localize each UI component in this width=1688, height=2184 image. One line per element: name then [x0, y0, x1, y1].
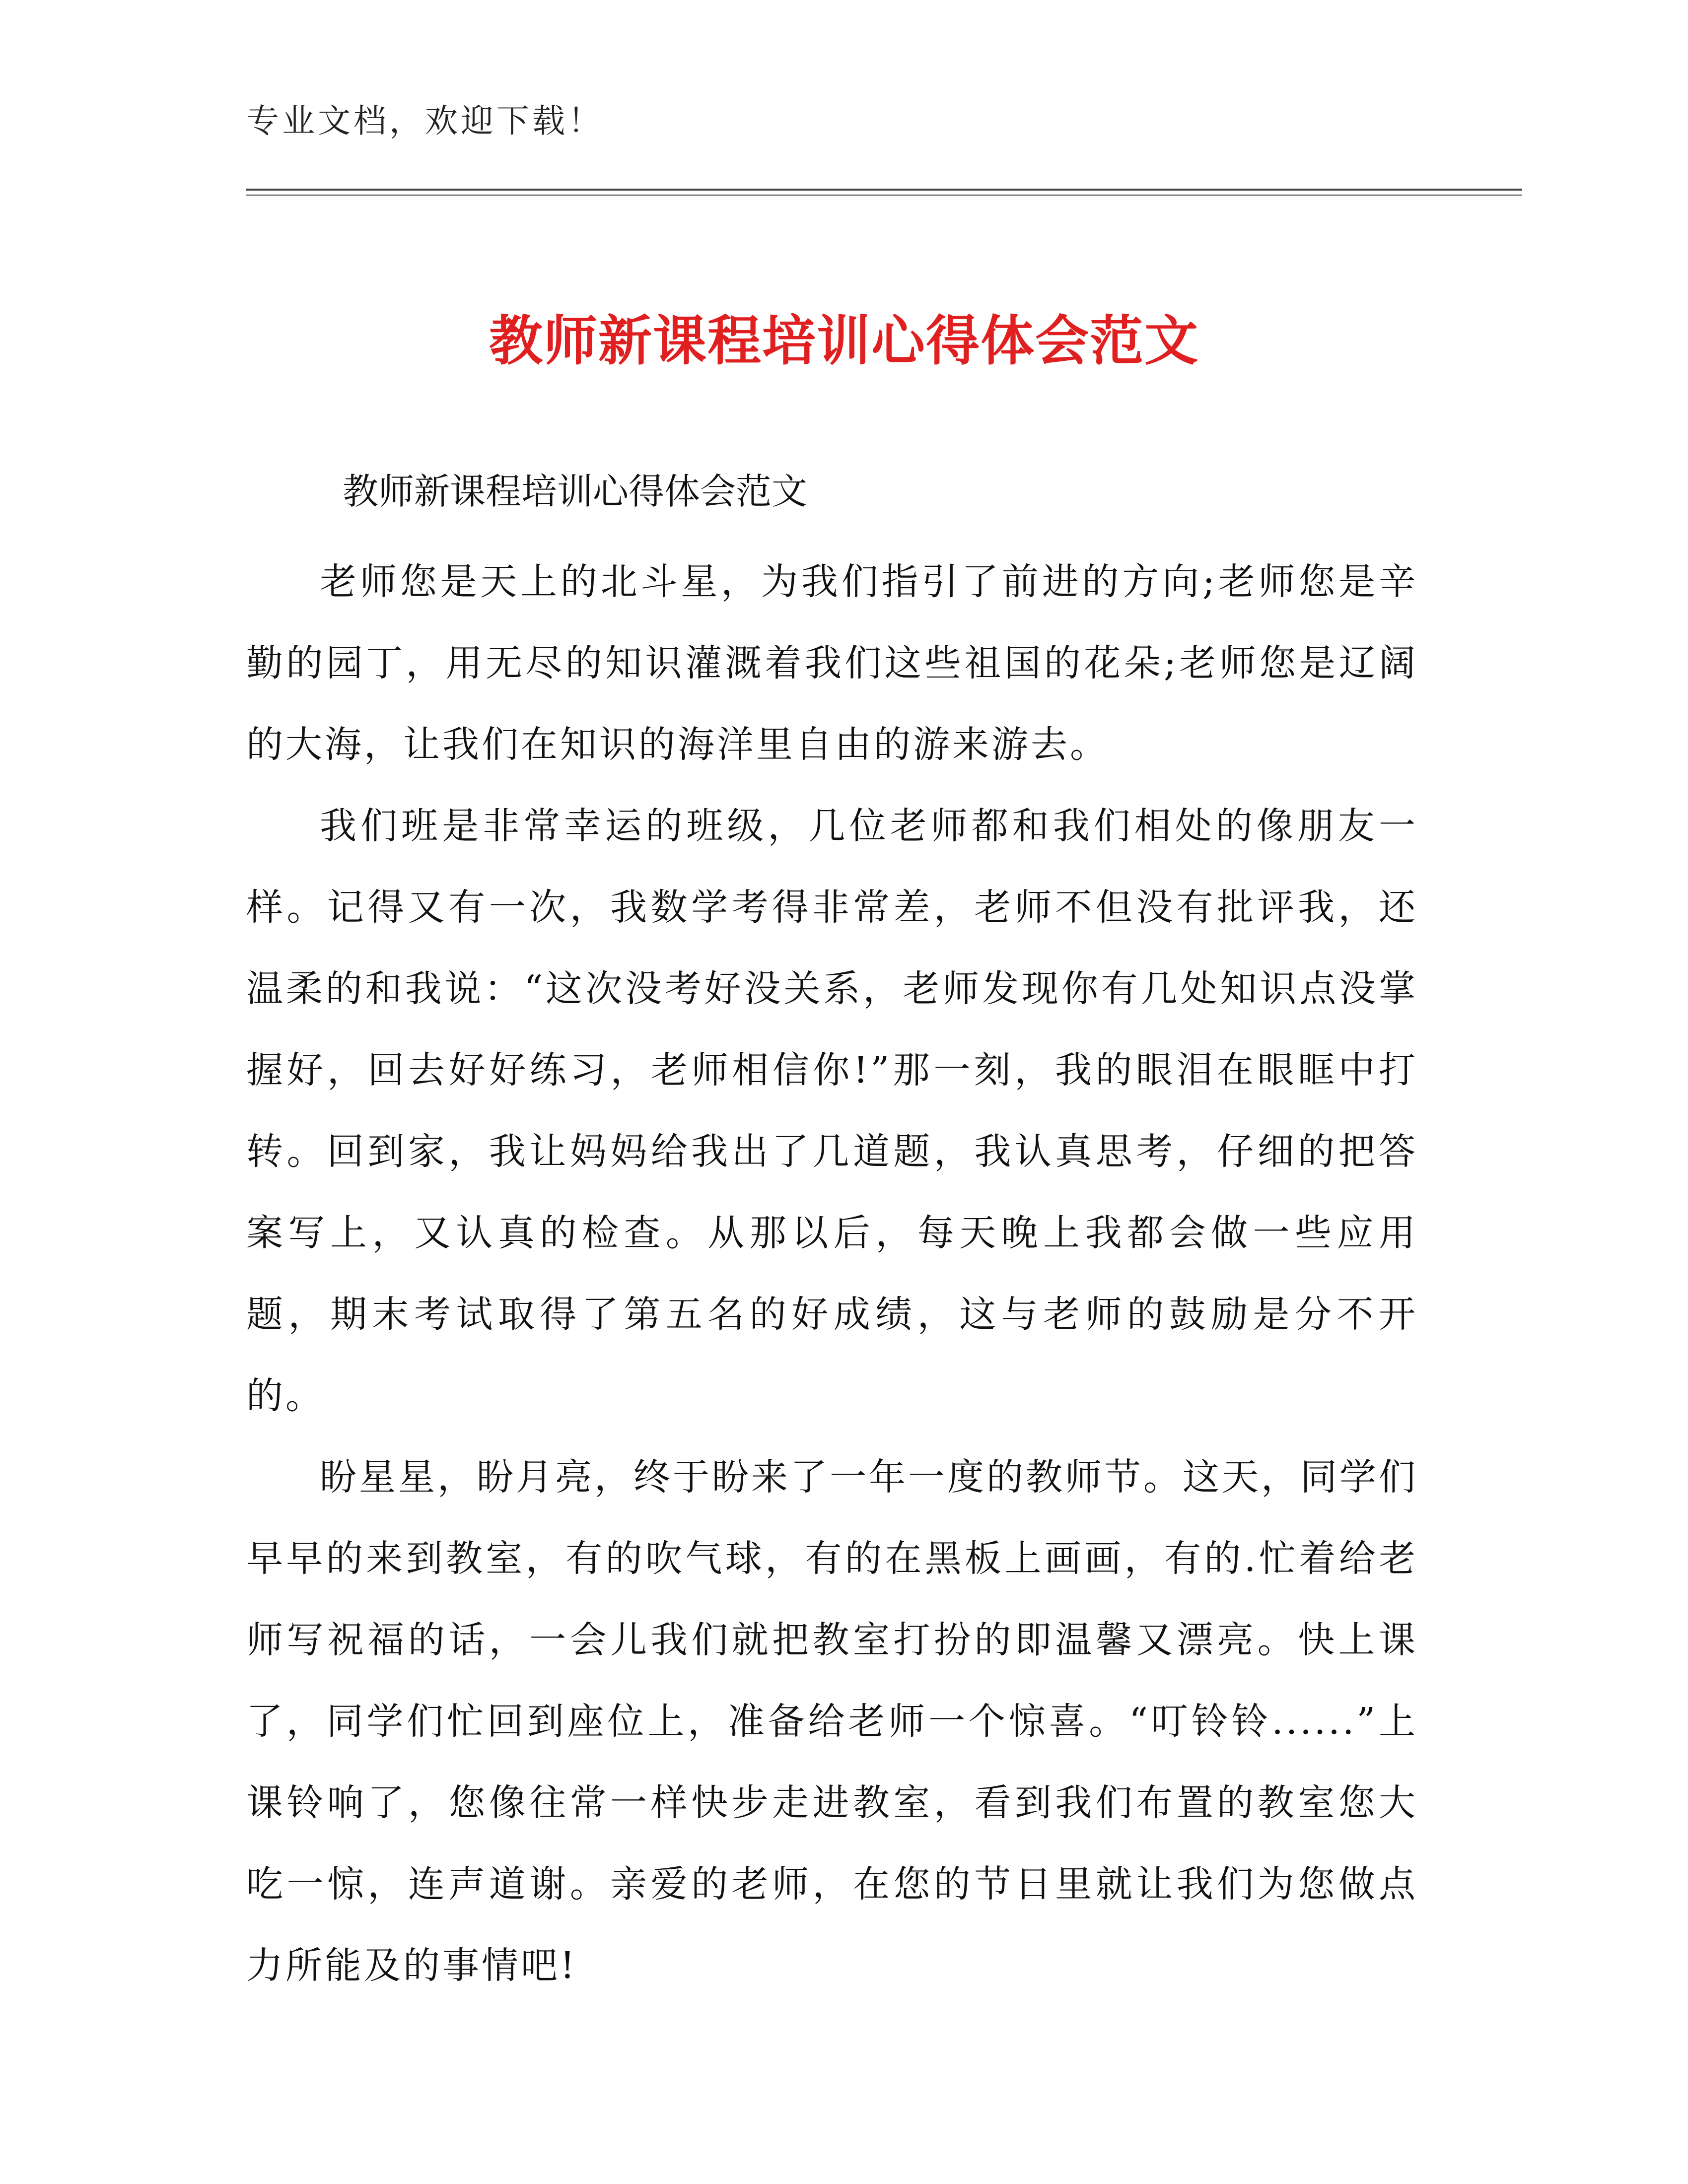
- paragraph: 我们班是非常幸运的班级，几位老师都和我们相处的像朋友一样。记得又有一次，我数学考得非常差，老师不但没有批评我，还温柔的和我说：“这次没考好没关系，老师发现你有几处知识点没掌握好，回去好好练习，老师相信你!”那一刻，我的眼泪在眼眶中打转。回到家，我让妈妈给我出了几道题，我认真思考，仔细的把答案写上，又认真的检查。从那以后，每天晚上我都会做一些应用题，期末考试取得了第五名的好成绩，这与老师的鼓励是分不开的。: [246, 805, 1418, 1417]
- header-rule-thin: [246, 195, 1522, 196]
- paragraph: 盼星星，盼月亮，终于盼来了一年一度的教师节。这天，同学们早早的来到教室，有的吹气球，有的在黑板上画画，有的.忙着给老师写祝福的话，一会儿我们就把教室打扮的即温馨又漂亮。快上课了，同学们忙回到座位上，准备给老师一个惊喜。“叮铃铃......”上课铃响了，您像往常一样快步走进教室，看到我们布置的教室您大吃一惊，连声道谢。亲爱的老师，在您的节日里就让我们为您做点力所能及的事情吧!: [246, 1456, 1418, 1987]
- document-title: 教师新课程培训心得体会范文: [489, 310, 1199, 372]
- document-subtitle: 教师新课程培训心得体会范文: [343, 471, 808, 512]
- paragraph: 老师您是天上的北斗星，为我们指引了前进的方向;老师您是辛勤的园丁，用无尽的知识灌溉着我们这些祖国的花朵;老师您是辽阔的大海，让我们在知识的海洋里自由的游来游去。: [246, 560, 1418, 766]
- header-rule-thick: [246, 189, 1522, 191]
- page-header: 专业文档，欢迎下载！: [246, 102, 604, 140]
- document-body: [246, 541, 1418, 2006]
